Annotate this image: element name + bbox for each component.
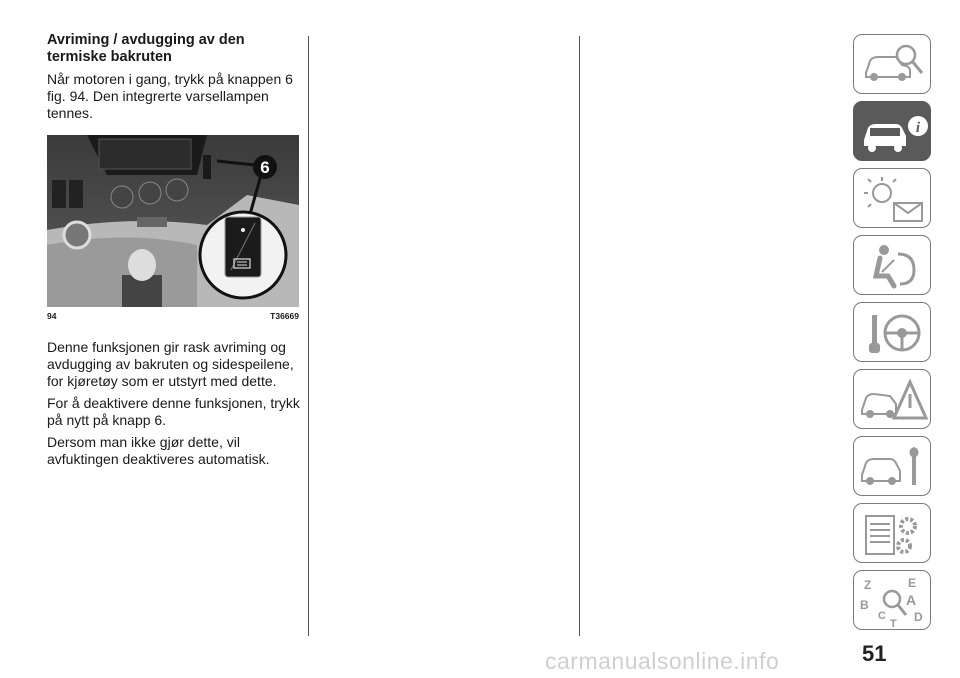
section-heading: Avriming / avdugging av den termiske bakruten xyxy=(47,32,245,65)
figure-number: 94 xyxy=(47,311,57,321)
svg-text:B: B xyxy=(860,598,869,612)
tab-warning-lights[interactable] xyxy=(853,168,931,228)
car-info-icon xyxy=(858,106,928,158)
key-steering-wheel-icon xyxy=(858,307,928,359)
svg-text:i: i xyxy=(915,120,921,136)
svg-text:C: C xyxy=(878,610,886,622)
svg-text:D: D xyxy=(914,610,923,624)
body-paragraph: Denne funksjonen gir rask avriming og avdugging av bakruten og sidespeilene, for kjøretøy som er utstyrt med dette. xyxy=(47,339,294,389)
figure-caption xyxy=(47,311,303,325)
tab-key-steering[interactable] xyxy=(853,302,931,362)
tab-breakdown[interactable] xyxy=(853,369,931,429)
body-paragraph: For å deaktivere denne funksjonen, trykk på nytt på knapp 6. xyxy=(47,395,300,428)
svg-text:E: E xyxy=(908,576,917,590)
svg-text:A: A xyxy=(906,592,917,608)
left-column xyxy=(47,32,303,468)
column-divider xyxy=(308,36,309,636)
car-search-icon xyxy=(858,39,928,91)
warning-light-message-icon xyxy=(858,173,928,225)
tab-car-search[interactable] xyxy=(853,34,931,94)
page-number: 51 xyxy=(862,641,887,666)
body-paragraph: Dersom man ikke gjør dette, vil avfuktingen deaktiveres automatisk. xyxy=(47,434,270,467)
alphabetical-index-icon xyxy=(858,575,928,627)
svg-text:T: T xyxy=(890,618,897,627)
tab-index[interactable] xyxy=(853,570,931,630)
car-wrench-icon xyxy=(858,441,928,493)
intro-paragraph: Når motoren i gang, trykk på knappen 6 fig. 94. Den integrerte varsellampen tennes. xyxy=(47,71,293,121)
tab-airbag-seat[interactable] xyxy=(853,235,931,295)
watermark: carmanualsonline.info xyxy=(545,648,780,674)
specs-gear-icon xyxy=(858,508,928,560)
column-divider xyxy=(579,36,580,636)
tab-specifications[interactable] xyxy=(853,503,931,563)
figure-callout-number: 6 xyxy=(260,158,270,177)
figure-code: T36669 xyxy=(270,311,299,321)
car-breakdown-warning-icon xyxy=(858,374,928,426)
tab-car-info[interactable] xyxy=(853,101,931,161)
svg-text:Z: Z xyxy=(864,578,872,592)
airbag-seat-icon xyxy=(858,240,928,292)
tab-maintenance[interactable] xyxy=(853,436,931,496)
figure-94-image xyxy=(47,135,299,307)
